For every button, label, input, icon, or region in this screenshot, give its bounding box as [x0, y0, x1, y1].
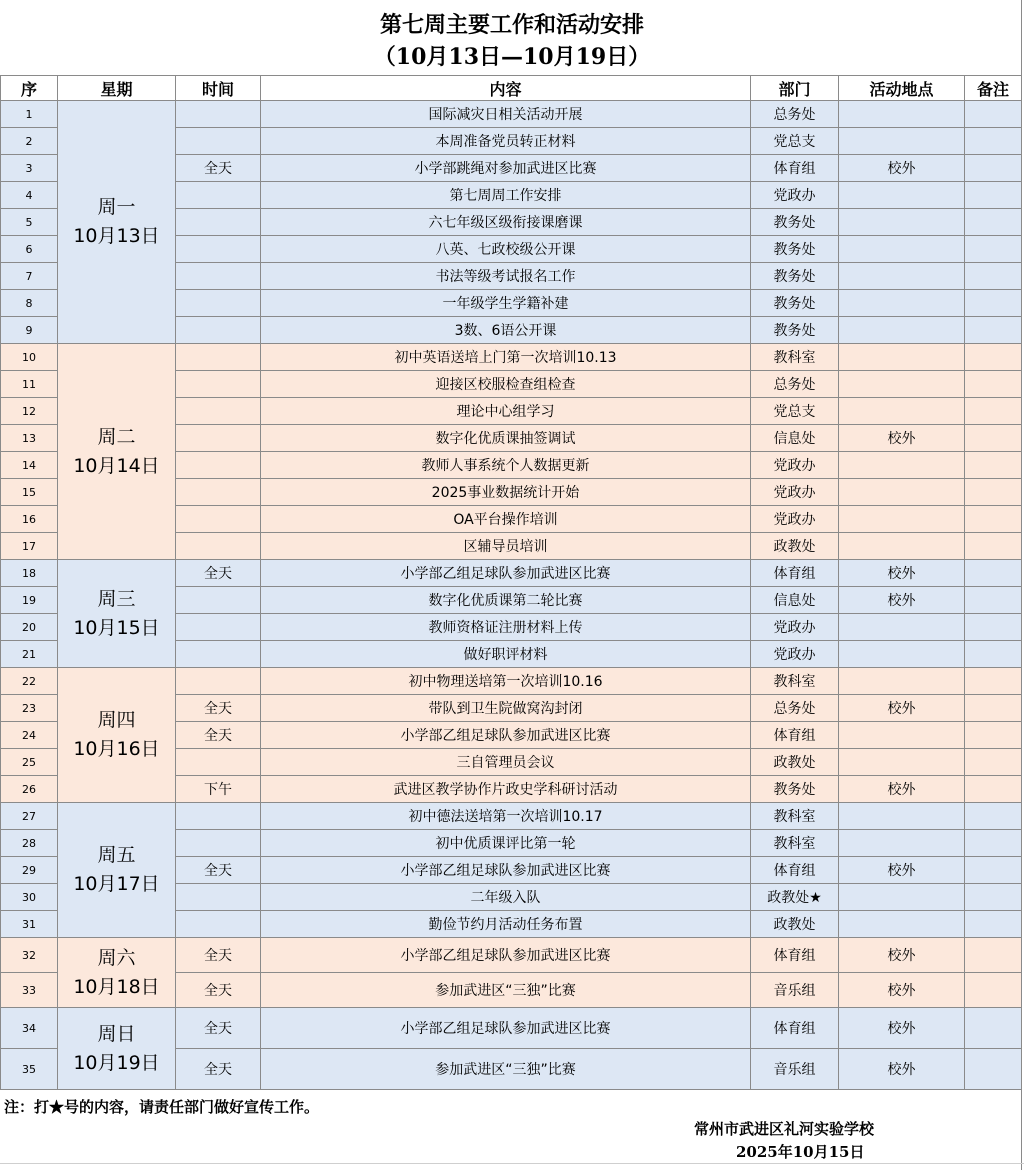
- cell-time: [176, 128, 261, 155]
- cell-note: [965, 668, 1022, 695]
- cell-time: [176, 533, 261, 560]
- cell-seq: 7: [1, 263, 58, 290]
- cell-seq: 26: [1, 776, 58, 803]
- cell-dept: 体育组: [751, 560, 839, 587]
- schedule-body: [1, 101, 1022, 1090]
- cell-dept: 教科室: [751, 803, 839, 830]
- cell-time: [176, 884, 261, 911]
- cell-seq: 18: [1, 560, 58, 587]
- cell-seq: 19: [1, 587, 58, 614]
- cell-seq: 8: [1, 290, 58, 317]
- cell-place: [839, 641, 965, 668]
- cell-seq: 5: [1, 209, 58, 236]
- day-name: 周六: [97, 946, 136, 969]
- cell-place: [839, 884, 965, 911]
- cell-note: [965, 857, 1022, 884]
- cell-seq: 33: [1, 973, 58, 1008]
- cell-time: [176, 263, 261, 290]
- cell-dept: 政教处: [751, 911, 839, 938]
- table-row: [1, 1008, 1022, 1049]
- cell-seq: 28: [1, 830, 58, 857]
- cell-dept: 党政办: [751, 641, 839, 668]
- cell-seq: 16: [1, 506, 58, 533]
- cell-note: [965, 803, 1022, 830]
- header-place: 活动地点: [839, 76, 965, 101]
- cell-seq: 24: [1, 722, 58, 749]
- cell-note: [965, 1049, 1022, 1090]
- cell-dept: 党总支: [751, 128, 839, 155]
- cell-place: [839, 398, 965, 425]
- cell-content: 本周准备党员转正材料: [261, 128, 751, 155]
- cell-place: [839, 533, 965, 560]
- cell-place: 校外: [839, 1008, 965, 1049]
- cell-note: [965, 1008, 1022, 1049]
- cell-seq: 14: [1, 452, 58, 479]
- page-title: 第七周主要工作和活动安排: [379, 12, 644, 38]
- cell-dept: 党总支: [751, 398, 839, 425]
- cell-time: 全天: [176, 155, 261, 182]
- cell-note: [965, 398, 1022, 425]
- cell-note: [965, 317, 1022, 344]
- cell-note: [965, 722, 1022, 749]
- day-name: 周四: [97, 709, 136, 731]
- cell-seq: 29: [1, 857, 58, 884]
- cell-place: [839, 722, 965, 749]
- cell-content: 小学部乙组足球队参加武进区比赛: [261, 857, 751, 884]
- cell-place: 校外: [839, 695, 965, 722]
- cell-content: 数字化优质课第二轮比赛: [261, 587, 751, 614]
- cell-dept: 党政办: [751, 452, 839, 479]
- cell-place: 校外: [839, 938, 965, 973]
- cell-content: 区辅导员培训: [261, 533, 751, 560]
- cell-time: [176, 344, 261, 371]
- cell-place: [839, 614, 965, 641]
- cell-content: 带队到卫生院做窝沟封闭: [261, 695, 751, 722]
- cell-content: 勤俭节约月活动任务布置: [261, 911, 751, 938]
- cell-place: [839, 209, 965, 236]
- cell-place: [839, 128, 965, 155]
- header-seq: 序: [1, 76, 58, 101]
- cell-place: [839, 830, 965, 857]
- table-row: [1, 101, 1022, 128]
- cell-time: [176, 182, 261, 209]
- cell-content: 小学部乙组足球队参加武进区比赛: [261, 938, 751, 973]
- cell-time: [176, 479, 261, 506]
- cell-content: 三自管理员会议: [261, 749, 751, 776]
- day-date: 10月14日: [73, 454, 160, 477]
- day-cell: [58, 101, 176, 344]
- day-name: 周一: [97, 196, 136, 218]
- cell-note: [965, 236, 1022, 263]
- cell-place: 校外: [839, 776, 965, 803]
- table-row: [1, 938, 1022, 973]
- cell-place: [839, 911, 965, 938]
- cell-time: 全天: [176, 1049, 261, 1090]
- cell-note: [965, 884, 1022, 911]
- cell-place: [839, 317, 965, 344]
- cell-time: [176, 371, 261, 398]
- cell-seq: 6: [1, 236, 58, 263]
- cell-place: [839, 344, 965, 371]
- cell-content: 八英、七政校级公开课: [261, 236, 751, 263]
- cell-time: [176, 425, 261, 452]
- cell-content: 初中物理送培第一次培训10.16: [261, 668, 751, 695]
- cell-content: 教师资格证注册材料上传: [261, 614, 751, 641]
- cell-content: 国际减灾日相关活动开展: [261, 101, 751, 128]
- cell-time: 全天: [176, 938, 261, 973]
- cell-content: 做好职评材料: [261, 641, 751, 668]
- cell-note: [965, 371, 1022, 398]
- cell-time: [176, 830, 261, 857]
- cell-dept: 政教处: [751, 533, 839, 560]
- cell-content: 参加武进区“三独”比赛: [261, 973, 751, 1008]
- table-row: [1, 344, 1022, 371]
- cell-seq: 15: [1, 479, 58, 506]
- day-name: 周二: [97, 425, 136, 448]
- cell-dept: 党政办: [751, 479, 839, 506]
- cell-content: 武进区教学协作片政史学科研讨活动: [261, 776, 751, 803]
- cell-note: [965, 425, 1022, 452]
- cell-dept: 党政办: [751, 182, 839, 209]
- cell-seq: 4: [1, 182, 58, 209]
- cell-note: [965, 560, 1022, 587]
- cell-note: [965, 749, 1022, 776]
- cell-note: [965, 614, 1022, 641]
- day-name: 周三: [97, 587, 136, 610]
- cell-seq: 13: [1, 425, 58, 452]
- day-name: 周五: [97, 844, 136, 866]
- cell-dept: 党政办: [751, 506, 839, 533]
- day-date: 10月18日: [73, 975, 160, 998]
- cell-seq: 34: [1, 1008, 58, 1049]
- cell-place: 校外: [839, 1049, 965, 1090]
- cell-seq: 20: [1, 614, 58, 641]
- cell-time: 全天: [176, 973, 261, 1008]
- bottom-line: [0, 1163, 1024, 1164]
- cell-place: 校外: [839, 425, 965, 452]
- cell-place: 校外: [839, 560, 965, 587]
- cell-note: [965, 695, 1022, 722]
- cell-content: 初中英语送培上门第一次培训10.13: [261, 344, 751, 371]
- cell-time: [176, 317, 261, 344]
- cell-content: 书法等级考试报名工作: [261, 263, 751, 290]
- day-cell: [58, 344, 176, 560]
- cell-dept: 政教处★: [751, 884, 839, 911]
- cell-dept: 体育组: [751, 1008, 839, 1049]
- cell-note: [965, 533, 1022, 560]
- cell-time: 全天: [176, 857, 261, 884]
- right-border: [1021, 0, 1022, 1170]
- cell-time: [176, 398, 261, 425]
- cell-seq: 31: [1, 911, 58, 938]
- cell-time: [176, 668, 261, 695]
- cell-dept: 教务处: [751, 290, 839, 317]
- day-date: 10月15日: [73, 616, 160, 639]
- cell-dept: 党政办: [751, 614, 839, 641]
- cell-seq: 27: [1, 803, 58, 830]
- footnote: 注：打★号的内容，请责任部门做好宣传工作。: [4, 1098, 320, 1116]
- cell-dept: 总务处: [751, 101, 839, 128]
- schedule-table: [0, 75, 1022, 1090]
- cell-content: 小学部乙组足球队参加武进区比赛: [261, 560, 751, 587]
- cell-content: 二年级入队: [261, 884, 751, 911]
- cell-dept: 音乐组: [751, 1049, 839, 1090]
- issue-date: 2025年10月15日: [736, 1143, 865, 1161]
- cell-place: 校外: [839, 155, 965, 182]
- cell-seq: 12: [1, 398, 58, 425]
- cell-seq: 9: [1, 317, 58, 344]
- cell-dept: 音乐组: [751, 973, 839, 1008]
- school-name: 常州市武进区礼河实验学校: [694, 1120, 875, 1138]
- cell-place: [839, 101, 965, 128]
- cell-seq: 3: [1, 155, 58, 182]
- cell-seq: 23: [1, 695, 58, 722]
- cell-note: [965, 452, 1022, 479]
- header-weekday: 星期: [58, 76, 176, 101]
- cell-place: 校外: [839, 587, 965, 614]
- cell-place: 校外: [839, 973, 965, 1008]
- cell-place: [839, 749, 965, 776]
- cell-time: [176, 209, 261, 236]
- cell-content: 小学部乙组足球队参加武进区比赛: [261, 1008, 751, 1049]
- cell-content: 六七年级区级衔接课磨课: [261, 209, 751, 236]
- cell-content: 迎接区校服检查组检查: [261, 371, 751, 398]
- cell-time: 全天: [176, 1008, 261, 1049]
- cell-dept: 教务处: [751, 236, 839, 263]
- cell-note: [965, 830, 1022, 857]
- cell-note: [965, 587, 1022, 614]
- cell-note: [965, 128, 1022, 155]
- day-date: 10月16日: [73, 738, 160, 760]
- cell-dept: 教科室: [751, 668, 839, 695]
- cell-place: [839, 371, 965, 398]
- cell-seq: 17: [1, 533, 58, 560]
- cell-note: [965, 344, 1022, 371]
- cell-seq: 30: [1, 884, 58, 911]
- cell-content: 初中德法送培第一次培训10.17: [261, 803, 751, 830]
- cell-dept: 总务处: [751, 695, 839, 722]
- header-content: 内容: [261, 76, 751, 101]
- cell-dept: 体育组: [751, 857, 839, 884]
- cell-dept: 教务处: [751, 776, 839, 803]
- cell-seq: 25: [1, 749, 58, 776]
- cell-time: [176, 641, 261, 668]
- cell-content: 理论中心组学习: [261, 398, 751, 425]
- cell-dept: 信息处: [751, 425, 839, 452]
- cell-note: [965, 155, 1022, 182]
- cell-seq: 1: [1, 101, 58, 128]
- cell-time: [176, 749, 261, 776]
- day-cell: [58, 560, 176, 668]
- cell-place: [839, 803, 965, 830]
- cell-dept: 教务处: [751, 317, 839, 344]
- cell-note: [965, 290, 1022, 317]
- cell-content: 一年级学生学籍补建: [261, 290, 751, 317]
- cell-note: [965, 182, 1022, 209]
- header-time: 时间: [176, 76, 261, 101]
- cell-note: [965, 776, 1022, 803]
- table-row: [1, 560, 1022, 587]
- cell-time: 全天: [176, 560, 261, 587]
- cell-seq: 22: [1, 668, 58, 695]
- cell-content: 小学部乙组足球队参加武进区比赛: [261, 722, 751, 749]
- day-date: 10月17日: [73, 873, 160, 895]
- cell-note: [965, 911, 1022, 938]
- cell-content: 参加武进区“三独”比赛: [261, 1049, 751, 1090]
- header-note: 备注: [965, 76, 1022, 101]
- cell-time: [176, 803, 261, 830]
- cell-dept: 教科室: [751, 830, 839, 857]
- cell-note: [965, 209, 1022, 236]
- cell-dept: 信息处: [751, 587, 839, 614]
- cell-place: [839, 182, 965, 209]
- cell-time: [176, 236, 261, 263]
- cell-dept: 教务处: [751, 209, 839, 236]
- cell-content: 数字化优质课抽签调试: [261, 425, 751, 452]
- cell-content: 小学部跳绳对参加武进区比赛: [261, 155, 751, 182]
- cell-time: [176, 614, 261, 641]
- header-dept: 部门: [751, 76, 839, 101]
- cell-time: 全天: [176, 722, 261, 749]
- day-cell: [58, 803, 176, 938]
- cell-seq: 21: [1, 641, 58, 668]
- cell-place: [839, 452, 965, 479]
- page-subtitle: （10月13日—10月19日）: [373, 44, 651, 70]
- cell-place: [839, 236, 965, 263]
- cell-note: [965, 101, 1022, 128]
- cell-place: 校外: [839, 857, 965, 884]
- cell-note: [965, 973, 1022, 1008]
- cell-content: 初中优质课评比第一轮: [261, 830, 751, 857]
- cell-time: [176, 506, 261, 533]
- cell-time: [176, 587, 261, 614]
- cell-time: [176, 911, 261, 938]
- cell-content: 3数、6语公开课: [261, 317, 751, 344]
- cell-note: [965, 938, 1022, 973]
- cell-content: 2025事业数据统计开始: [261, 479, 751, 506]
- cell-note: [965, 641, 1022, 668]
- cell-dept: 体育组: [751, 938, 839, 973]
- day-date: 10月13日: [73, 225, 160, 247]
- cell-place: [839, 668, 965, 695]
- cell-time: 下午: [176, 776, 261, 803]
- cell-place: [839, 506, 965, 533]
- day-name: 周日: [97, 1022, 136, 1045]
- cell-note: [965, 506, 1022, 533]
- day-date: 10月19日: [73, 1051, 160, 1074]
- cell-place: [839, 263, 965, 290]
- cell-seq: 35: [1, 1049, 58, 1090]
- cell-dept: 教务处: [751, 263, 839, 290]
- table-row: [1, 668, 1022, 695]
- day-cell: [58, 668, 176, 803]
- cell-time: [176, 452, 261, 479]
- cell-content: 第七周周工作安排: [261, 182, 751, 209]
- day-cell: [58, 938, 176, 1008]
- cell-seq: 10: [1, 344, 58, 371]
- table-row: [1, 803, 1022, 830]
- cell-seq: 11: [1, 371, 58, 398]
- cell-place: [839, 479, 965, 506]
- cell-time: [176, 101, 261, 128]
- cell-place: [839, 290, 965, 317]
- cell-seq: 32: [1, 938, 58, 973]
- cell-content: OA平台操作培训: [261, 506, 751, 533]
- header-row: [1, 76, 1022, 101]
- cell-dept: 政教处: [751, 749, 839, 776]
- cell-time: 全天: [176, 695, 261, 722]
- cell-dept: 体育组: [751, 155, 839, 182]
- cell-time: [176, 290, 261, 317]
- cell-content: 教师人事系统个人数据更新: [261, 452, 751, 479]
- cell-dept: 体育组: [751, 722, 839, 749]
- cell-dept: 教科室: [751, 344, 839, 371]
- cell-note: [965, 263, 1022, 290]
- cell-note: [965, 479, 1022, 506]
- cell-dept: 总务处: [751, 371, 839, 398]
- day-cell: [58, 1008, 176, 1090]
- cell-seq: 2: [1, 128, 58, 155]
